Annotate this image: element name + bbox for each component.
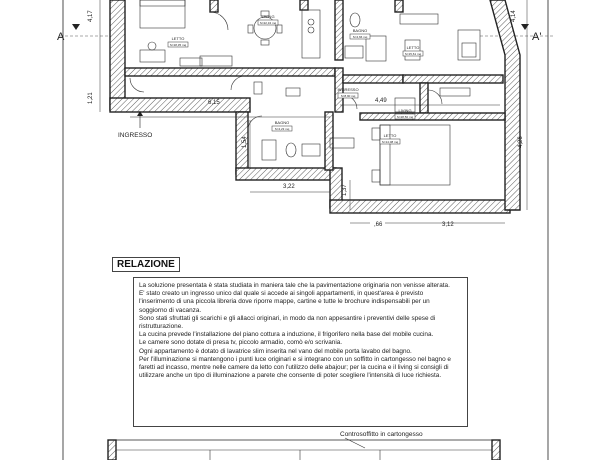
- room-label-living-1: [258, 14, 278, 25]
- relazione-line: Ogni appartamento è dotato di lavatrice slim inserita nel vano del mobile porta lavabo del bagno.: [139, 347, 412, 355]
- dim-4-49: 4,49: [375, 98, 387, 104]
- relazione-line: La soluzione presentata è stata studiata in maniera tale che la pavimentazione originaria non venisse alterata.: [139, 282, 450, 289]
- dim-4-14: 4,14: [511, 10, 517, 22]
- section-label: Controsoffitto in cartongesso: [340, 431, 423, 438]
- svg-text:S=4,66 mq: S=4,66 mq: [352, 35, 368, 39]
- relazione-line: utilizzare anche un tipo di illuminazione a parete che consente di poter scegliere l'intensità di luce richiesta.: [139, 372, 442, 380]
- relazione-line: La cucina prevede l'installazione del piano cottura a induzione, il frigorifero nella base del mobile cucina.: [139, 331, 434, 339]
- dim-1-21: 1,21: [88, 92, 94, 104]
- relazione-line: l'inserimento di una piccola libreria dove riporre mappe, cartine e tutte le brochure indispensabili per un: [139, 298, 430, 306]
- relazione-line: ristrutturazione.: [139, 323, 184, 331]
- relazione-line: soggiorno di vacanza.: [139, 306, 202, 314]
- section-drawing: [108, 438, 500, 460]
- dim-3-22: 3,22: [283, 184, 295, 190]
- svg-text:BAGNO: BAGNO: [352, 28, 368, 33]
- svg-text:BAGNO: BAGNO: [274, 120, 290, 125]
- svg-text:LIVING: LIVING: [398, 108, 412, 113]
- svg-text:S=4,23 mq: S=4,23 mq: [274, 127, 290, 131]
- entrance-arrow: [137, 111, 143, 128]
- svg-text:S=8,90 mq: S=8,90 mq: [340, 94, 356, 98]
- room-label-bagno-1: [350, 28, 370, 39]
- dim-4-26: 4,26: [518, 136, 524, 148]
- exterior-walls: [110, 0, 520, 213]
- dim-4-17: 4,17: [88, 10, 94, 22]
- relazione-line: Le camere sono dotate di presa tv, piccolo armadio, comò e/o scrivania.: [139, 339, 343, 347]
- svg-text:S=28,50 mq: S=28,50 mq: [396, 115, 414, 119]
- svg-text:LIVING: LIVING: [261, 14, 275, 19]
- svg-text:S=15,61 mq: S=15,61 mq: [404, 52, 422, 56]
- svg-text:LETTO: LETTO: [406, 45, 420, 50]
- relazione-line: Sono stati sfruttati gli scarichi e gli allacci originari, in modo da non appesantire i preventivi delle spese di: [139, 314, 436, 322]
- svg-text:LETTO: LETTO: [383, 133, 397, 138]
- relazione-line: Per l'illuminazione si mantengono i punti luce originari e si integrano con un soffitto in cartongesso nel bagno e: [139, 355, 451, 363]
- relazione-line: faretti ad incasso, mentre nelle camere da letto con l'utilizzo delle abajour; per la cucina e il living si consigli di: [139, 364, 449, 372]
- svg-text:S=14,08 mq: S=14,08 mq: [381, 140, 399, 144]
- svg-text:INGRESSO: INGRESSO: [337, 87, 359, 92]
- section-mark-a: A: [57, 31, 65, 43]
- dim-3-12: 3,12: [442, 222, 454, 228]
- dim-6-15: 6,15: [208, 100, 220, 106]
- svg-text:S=22,34 mq: S=22,34 mq: [259, 21, 277, 25]
- section-mark-a-prime: A': [532, 31, 542, 43]
- dim-0-66: ,66: [374, 222, 383, 228]
- dim-1-37: 1,37: [342, 184, 348, 196]
- relazione-title: RELAZIONE: [112, 257, 180, 272]
- relazione-box: [133, 277, 468, 427]
- dim-1-54: 1,54: [242, 136, 248, 148]
- entrance-label: INGRESSO: [118, 132, 153, 139]
- svg-text:S=18,35 mq: S=18,35 mq: [169, 43, 187, 47]
- room-label-bagno-2: [272, 120, 292, 131]
- relazione-line: E' stato creato un ingresso unico dal quale si accede ai singoli appartamenti, in quest'area è previsto: [139, 290, 424, 298]
- room-label-letto-1: [168, 36, 188, 47]
- svg-text:LETTO: LETTO: [171, 36, 185, 41]
